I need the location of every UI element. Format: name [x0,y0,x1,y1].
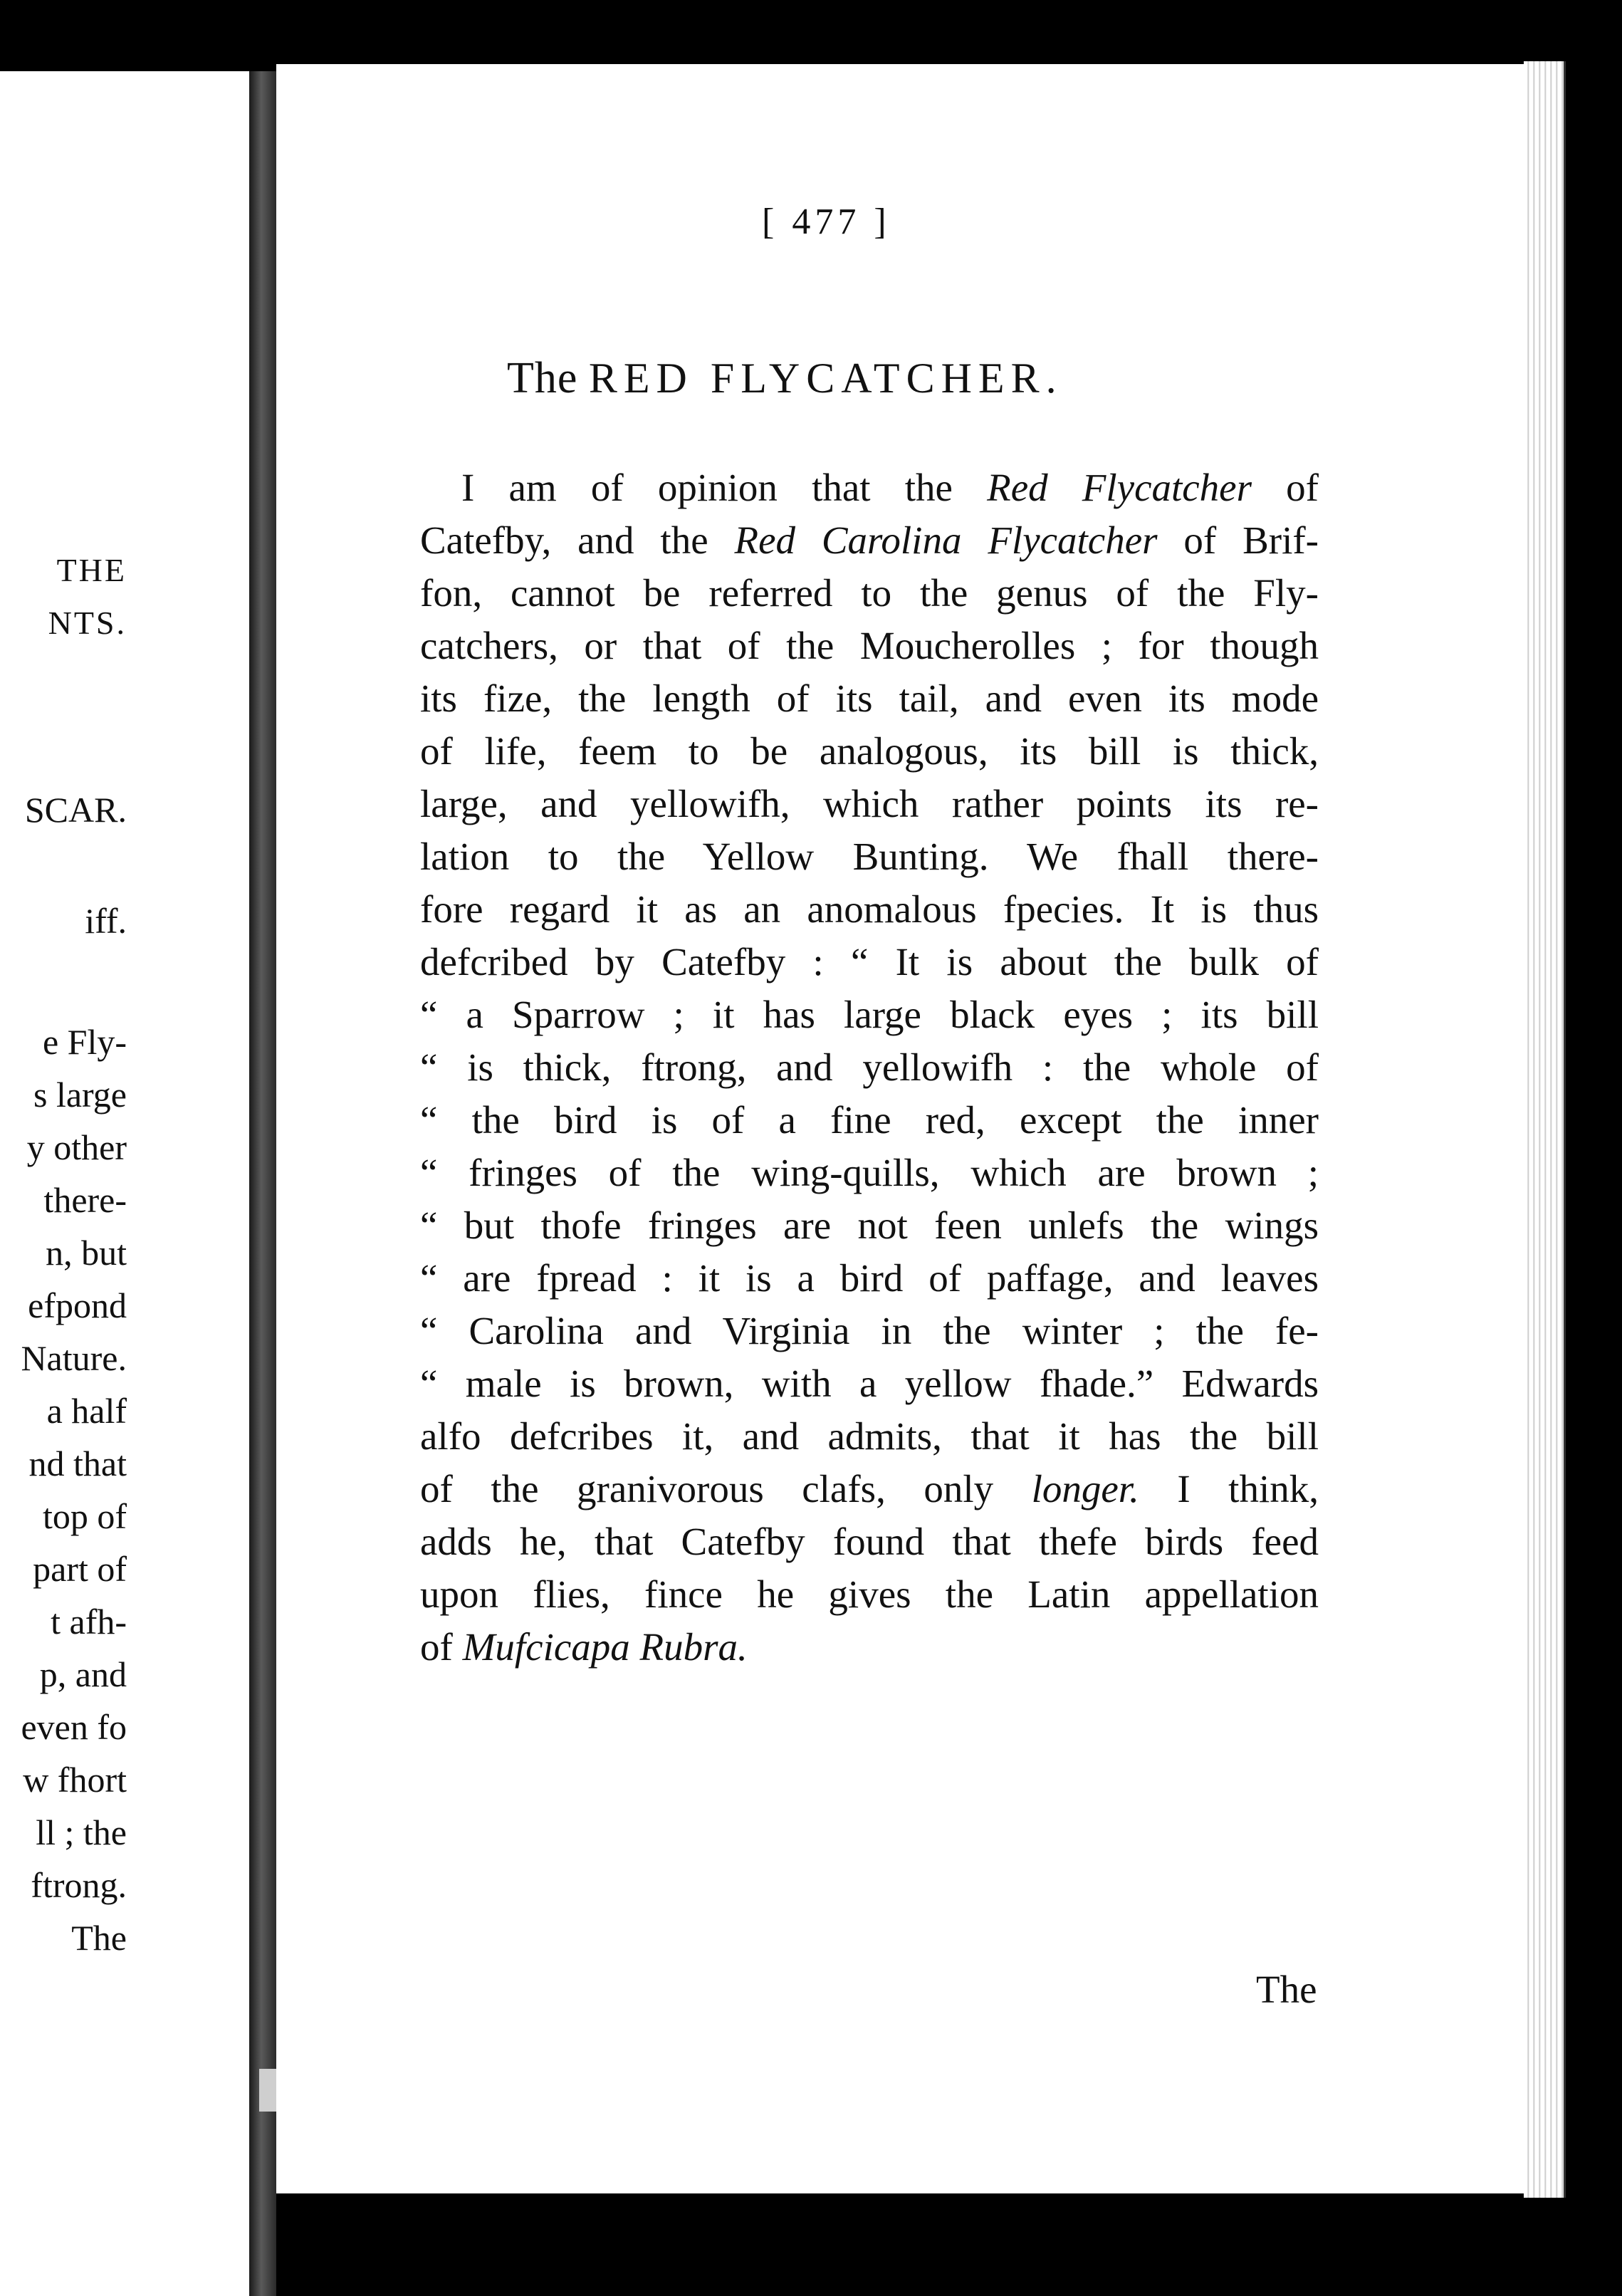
text-run: large, and yellowifh, which rather points its re- [420,782,1319,825]
italic-text: Red Flycatcher [987,466,1252,509]
text-run: its fize, the length of its tail, and even its mode [420,677,1319,720]
text-run: I am of opinion that the [461,466,988,509]
text-line [420,830,1319,883]
left-page-fragment: nd that [28,1444,127,1483]
text-line [420,1621,1319,1674]
left-page-fragment: y other [26,1127,127,1167]
text-line [420,1094,1319,1147]
left-page-fragment: The [71,1918,127,1958]
left-page-fragment: part of [33,1549,127,1589]
text-run: catchers, or that of the Moucherolles ; for though [420,624,1319,667]
left-page-fragment: n, but [46,1233,127,1273]
left-page-fragment: ll ; the [36,1812,127,1852]
left-page-fragment: t afh- [51,1602,127,1642]
text-line [420,725,1319,778]
text-line [420,461,1319,514]
text-run: “ the bird is of a fine red, except the inner [420,1098,1319,1142]
text-run: “ male is brown, with a yellow fhade.” Edwards [420,1362,1319,1405]
body-text [420,461,1319,1674]
text-run: of [1251,466,1319,509]
chapter-title-main: RED FLYCATCHER. [588,355,1063,402]
text-run: I think, [1139,1467,1319,1510]
text-line [420,936,1319,988]
book-gutter [249,71,276,2296]
text-line [420,1463,1319,1515]
text-run: of life, feem to be analogous, its bill is thick, [420,729,1319,773]
text-line [420,672,1319,725]
text-run: fore regard it as an anomalous fpecies. It is thus [420,887,1319,931]
italic-text: longer. [1031,1467,1139,1510]
text-run: “ is thick, ftrong, and yellowifh : the whole of [420,1045,1319,1089]
text-run: upon flies, fince he gives the Latin appellation [420,1572,1319,1616]
left-page-fragment: e Fly- [42,1022,127,1062]
text-run: lation to the Yellow Bunting. We fhall there- [420,835,1319,878]
text-line [420,567,1319,620]
left-page-fragment: even fo [21,1707,127,1747]
text-line [420,1515,1319,1568]
left-page-fragment: p, and [39,1654,127,1694]
left-page-fragment: top of [42,1496,127,1536]
text-run: of the granivorous clafs, only [420,1467,1032,1510]
left-page-fragment: THE [56,552,127,588]
text-run: of [420,1625,463,1669]
text-run: adds he, that Catefby found that thefe birds feed [420,1520,1319,1563]
left-page-fragment: ftrong. [31,1865,127,1905]
text-run: “ are fpread : it is a bird of paffage, and leaves [420,1256,1319,1300]
chapter-title [507,353,1063,404]
italic-text: Red Carolina Flycatcher [734,518,1158,562]
text-run: alfo defcribes it, and admits, that it has the bill [420,1414,1319,1458]
text-line [420,778,1319,830]
text-line [420,514,1319,567]
text-line [420,1568,1319,1621]
text-line [420,988,1319,1041]
text-line [420,883,1319,936]
text-line [420,1041,1319,1094]
catchword: The [1256,1968,1317,2011]
text-run: fon, cannot be referred to the genus of the Fly- [420,571,1319,615]
text-run: “ Carolina and Virginia in the winter ; the fe- [420,1309,1319,1352]
text-run: “ but thofe fringes are not feen unlefs the wings [420,1204,1319,1247]
text-line [420,1305,1319,1357]
text-line [420,1357,1319,1410]
left-page-fragment: iff. [85,901,127,941]
left-facing-page [0,71,249,2296]
left-page-fragment: efpond [28,1285,127,1325]
left-page-fragment: SCAR. [24,790,127,830]
left-page-fragment: w fhort [23,1760,127,1800]
left-page-fragment: NTS. [48,605,127,641]
italic-text: Mufcicapa Rubra. [462,1625,748,1669]
text-run: Catefby, and the [420,518,735,562]
text-line [420,1147,1319,1199]
page-edge-stack [1524,61,1566,2198]
text-line [420,1252,1319,1305]
left-page-fragment: s large [33,1075,127,1115]
left-page-fragment: a half [46,1391,127,1431]
chapter-title-lead: The [507,354,578,402]
text-run: “ fringes of the wing-quills, which are brown ; [420,1151,1319,1194]
left-page-fragment: there- [43,1180,127,1220]
text-line [420,1199,1319,1252]
text-line [420,1410,1319,1463]
text-run: of Brif- [1157,518,1319,562]
text-run: “ a Sparrow ; it has large black eyes ; its bill [420,993,1319,1036]
text-line [420,620,1319,672]
left-page-fragment: Nature. [21,1338,127,1378]
text-run: defcribed by Catefby : “ It is about the bulk of [420,940,1319,983]
page-number: [ 477 ] [762,202,891,242]
